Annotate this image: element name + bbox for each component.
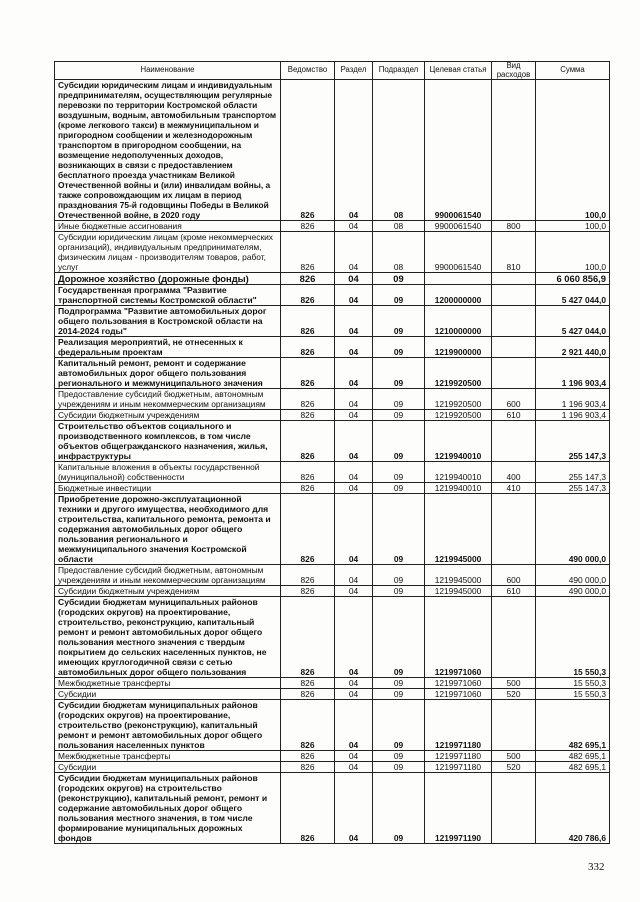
row-section: 04 — [335, 306, 373, 337]
row-subsection: 09 — [373, 762, 425, 773]
row-expense-type — [492, 285, 536, 306]
row-subsection: 09 — [373, 410, 425, 421]
row-subsection: 09 — [373, 483, 425, 494]
row-subsection: 09 — [373, 689, 425, 700]
row-target-article: 1219920500 — [425, 410, 492, 421]
row-target-article — [425, 273, 492, 285]
row-expense-type — [492, 773, 536, 844]
row-name: Субсидии бюджетам муниципальных районов (городских округов) на строительство (реконструкцию), капитальный ремонт, ремонт и содержание автомобильных дорог общего пользования местного значения, в том числе формирование муниципальных дорожных фондов — [55, 773, 281, 844]
row-expense-type — [492, 337, 536, 358]
row-section: 04 — [335, 597, 373, 678]
row-subsection: 09 — [373, 306, 425, 337]
row-target-article: 1219920500 — [425, 389, 492, 410]
row-name: Субсидии бюджетным учреждениям — [55, 410, 281, 421]
row-expense-type: 600 — [492, 389, 536, 410]
row-name: Иные бюджетные ассигнования — [55, 221, 281, 232]
row-subsection: 08 — [373, 221, 425, 232]
row-amount: 5 427 044,0 — [536, 306, 610, 337]
header-amount: Сумма — [536, 62, 610, 80]
row-name: Субсидии юридическим лицам и индивидуальным предпринимателям, осуществляющим регулярные перевозки по территории Костромской области воздушным, водным, автомобильным транспортом (кроме легкового такси) в межмуниципальном и пригородном сообщении и железнодорожным транспортом в пригородном сообщении, на возмещение недополученных доходов, возникающих в связи с предоставлением бесплатного проезда участникам Великой Отечественной войны и (или) инвалидам войны, а также сопровождающим их лицам в период празднования 75-й годовщины Победы в Великой Отечественной войне, в 2020 году — [55, 80, 281, 221]
row-department: 826 — [281, 273, 335, 285]
row-amount: 490 000,0 — [536, 494, 610, 565]
row-expense-type — [492, 80, 536, 221]
row-amount: 482 695,1 — [536, 751, 610, 762]
row-expense-type — [492, 597, 536, 678]
row-target-article: 1219900000 — [425, 337, 492, 358]
row-name: Бюджетные инвестиции — [55, 483, 281, 494]
row-amount: 5 427 044,0 — [536, 285, 610, 306]
header-expense-type: Вид расходов — [492, 62, 536, 80]
row-amount: 420 786,6 — [536, 773, 610, 844]
row-section: 04 — [335, 565, 373, 586]
row-amount: 2 921 440,0 — [536, 337, 610, 358]
row-expense-type: 400 — [492, 462, 536, 483]
row-amount: 490 000,0 — [536, 586, 610, 597]
table-row — [55, 421, 610, 462]
row-department: 826 — [281, 462, 335, 483]
table-row — [55, 285, 610, 306]
row-name: Дорожное хозяйство (дорожные фонды) — [55, 273, 281, 285]
row-section: 04 — [335, 221, 373, 232]
row-target-article: 1200000000 — [425, 285, 492, 306]
row-expense-type — [492, 306, 536, 337]
row-department: 826 — [281, 80, 335, 221]
row-section: 04 — [335, 494, 373, 565]
row-section: 04 — [335, 751, 373, 762]
row-section: 04 — [335, 337, 373, 358]
table-row — [55, 700, 610, 751]
table-row — [55, 273, 610, 285]
row-amount: 100,0 — [536, 80, 610, 221]
row-name: Предоставление субсидий бюджетным, автономным учреждениям и иным некоммерческим организациям — [55, 565, 281, 586]
row-department: 826 — [281, 762, 335, 773]
row-target-article: 1219940010 — [425, 421, 492, 462]
table-row — [55, 80, 610, 221]
row-department: 826 — [281, 358, 335, 389]
table-row — [55, 773, 610, 844]
row-department: 826 — [281, 410, 335, 421]
row-section: 04 — [335, 358, 373, 389]
row-amount: 482 695,1 — [536, 700, 610, 751]
row-subsection: 09 — [373, 285, 425, 306]
row-department: 826 — [281, 483, 335, 494]
row-expense-type — [492, 700, 536, 751]
row-department: 826 — [281, 597, 335, 678]
row-target-article: 1219971180 — [425, 751, 492, 762]
table-row — [55, 337, 610, 358]
table-row — [55, 678, 610, 689]
row-target-article: 9900061540 — [425, 232, 492, 273]
header-department: Ведомство — [281, 62, 335, 80]
row-subsection: 09 — [373, 462, 425, 483]
row-amount: 15 550,3 — [536, 689, 610, 700]
row-amount: 100,0 — [536, 221, 610, 232]
row-section: 04 — [335, 80, 373, 221]
table-row — [55, 762, 610, 773]
row-expense-type: 800 — [492, 221, 536, 232]
row-department: 826 — [281, 285, 335, 306]
row-name: Межбюджетные трансферты — [55, 678, 281, 689]
table-row — [55, 232, 610, 273]
row-department: 826 — [281, 586, 335, 597]
row-target-article: 1219971060 — [425, 678, 492, 689]
row-subsection: 09 — [373, 494, 425, 565]
row-target-article: 9900061540 — [425, 80, 492, 221]
row-expense-type: 520 — [492, 762, 536, 773]
row-subsection: 09 — [373, 565, 425, 586]
row-amount: 482 695,1 — [536, 762, 610, 773]
row-department: 826 — [281, 700, 335, 751]
row-name: Субсидии бюджетам муниципальных районов (городских округов) на проектирование, строительство, реконструкцию, капитальный ремонт и ремонт автомобильных дорог общего пользования местного значения с твердым покрытием до сельских населенных пунктов, не имеющих круглогодичной связи с сетью автомобильных дорог общего пользования — [55, 597, 281, 678]
row-expense-type: 610 — [492, 586, 536, 597]
row-amount: 1 196 903,4 — [536, 410, 610, 421]
row-name: Реализация мероприятий, не отнесенных к федеральным проектам — [55, 337, 281, 358]
row-expense-type: 810 — [492, 232, 536, 273]
row-target-article: 1219920500 — [425, 358, 492, 389]
row-amount: 15 550,3 — [536, 678, 610, 689]
row-department: 826 — [281, 773, 335, 844]
row-department: 826 — [281, 421, 335, 462]
row-department: 826 — [281, 389, 335, 410]
header-name: Наименование — [55, 62, 281, 80]
row-section: 04 — [335, 410, 373, 421]
row-name: Государственная программа "Развитие транспортной системы Костромской области" — [55, 285, 281, 306]
row-name: Субсидии бюджетам муниципальных районов (городских округов) на проектирование, строительство (реконструкцию), капитальный ремонт и ремонт автомобильных дорог общего пользования населенных пунктов — [55, 700, 281, 751]
row-section: 04 — [335, 462, 373, 483]
row-target-article: 1219945000 — [425, 494, 492, 565]
row-department: 826 — [281, 494, 335, 565]
row-subsection: 09 — [373, 597, 425, 678]
table-row — [55, 410, 610, 421]
row-subsection: 09 — [373, 678, 425, 689]
table-row — [55, 494, 610, 565]
row-section: 04 — [335, 273, 373, 285]
row-department: 826 — [281, 565, 335, 586]
page-number: 332 — [588, 861, 605, 873]
row-section: 04 — [335, 389, 373, 410]
row-amount: 1 196 903,4 — [536, 389, 610, 410]
table-header-row — [55, 62, 610, 80]
row-section: 04 — [335, 586, 373, 597]
row-department: 826 — [281, 337, 335, 358]
row-subsection: 09 — [373, 700, 425, 751]
row-target-article: 1219971060 — [425, 597, 492, 678]
row-target-article: 1219945000 — [425, 565, 492, 586]
row-target-article: 9900061540 — [425, 221, 492, 232]
row-amount: 255 147,3 — [536, 421, 610, 462]
row-name: Капитальный ремонт, ремонт и содержание автомобильных дорог общего пользования регионального и межмуниципального значения — [55, 358, 281, 389]
row-section: 04 — [335, 678, 373, 689]
row-expense-type: 520 — [492, 689, 536, 700]
row-department: 826 — [281, 221, 335, 232]
row-name: Приобретение дорожно-эксплуатационной техники и другого имущества, необходимого для строительства, капитального ремонта, ремонта и содержания автомобильных дорог общего пользования регионального и межмуниципального значения Костромской области — [55, 494, 281, 565]
row-name: Межбюджетные трансферты — [55, 751, 281, 762]
row-subsection: 08 — [373, 232, 425, 273]
row-target-article: 1210000000 — [425, 306, 492, 337]
row-name: Капитальные вложения в объекты государственной (муниципальной) собственности — [55, 462, 281, 483]
row-name: Подпрограмма "Развитие автомобильных дорог общего пользования в Костромской области на 2014-2024 годы" — [55, 306, 281, 337]
row-section: 04 — [335, 421, 373, 462]
row-target-article: 1219971190 — [425, 773, 492, 844]
table-row — [55, 565, 610, 586]
table-row — [55, 586, 610, 597]
row-expense-type — [492, 273, 536, 285]
row-section: 04 — [335, 232, 373, 273]
row-name: Субсидии — [55, 689, 281, 700]
row-department: 826 — [281, 689, 335, 700]
header-subsection: Подраздел — [373, 62, 425, 80]
row-amount: 6 060 856,9 — [536, 273, 610, 285]
row-subsection: 09 — [373, 586, 425, 597]
table-row — [55, 389, 610, 410]
row-expense-type — [492, 358, 536, 389]
row-amount: 255 147,3 — [536, 483, 610, 494]
row-amount: 490 000,0 — [536, 565, 610, 586]
row-expense-type: 410 — [492, 483, 536, 494]
row-name: Субсидии юридическим лицам (кроме некоммерческих организаций), индивидуальным предпринимателям, физическим лицам - производителям товаров, работ, услуг — [55, 232, 281, 273]
row-expense-type: 600 — [492, 565, 536, 586]
row-expense-type: 500 — [492, 751, 536, 762]
row-section: 04 — [335, 773, 373, 844]
row-target-article: 1219940010 — [425, 483, 492, 494]
row-section: 04 — [335, 762, 373, 773]
row-target-article: 1219971180 — [425, 762, 492, 773]
row-target-article: 1219940010 — [425, 462, 492, 483]
table-row — [55, 751, 610, 762]
row-amount: 15 550,3 — [536, 597, 610, 678]
row-amount: 1 196 903,4 — [536, 358, 610, 389]
row-subsection: 08 — [373, 80, 425, 221]
row-subsection: 09 — [373, 751, 425, 762]
row-department: 826 — [281, 751, 335, 762]
row-department: 826 — [281, 232, 335, 273]
row-expense-type — [492, 421, 536, 462]
row-section: 04 — [335, 700, 373, 751]
table-body — [55, 80, 610, 844]
header-target-article: Целевая статья — [425, 62, 492, 80]
row-department: 826 — [281, 306, 335, 337]
row-name: Строительство объектов социального и производственного комплексов, в том числе объектов общегражданского назначения, жилья, инфраструктуры — [55, 421, 281, 462]
row-name: Субсидии бюджетным учреждениям — [55, 586, 281, 597]
row-name: Субсидии — [55, 762, 281, 773]
row-subsection: 09 — [373, 421, 425, 462]
row-amount: 100,0 — [536, 232, 610, 273]
row-subsection: 09 — [373, 337, 425, 358]
row-section: 04 — [335, 689, 373, 700]
row-subsection: 09 — [373, 773, 425, 844]
row-target-article: 1219971060 — [425, 689, 492, 700]
row-section: 04 — [335, 483, 373, 494]
row-subsection: 09 — [373, 273, 425, 285]
table-row — [55, 358, 610, 389]
table-row — [55, 597, 610, 678]
table-row — [55, 689, 610, 700]
row-name: Предоставление субсидий бюджетным, автономным учреждениям и иным некоммерческим организациям — [55, 389, 281, 410]
table-row — [55, 462, 610, 483]
row-department: 826 — [281, 678, 335, 689]
row-subsection: 09 — [373, 389, 425, 410]
budget-table — [54, 61, 610, 844]
row-subsection: 09 — [373, 358, 425, 389]
row-expense-type: 610 — [492, 410, 536, 421]
row-section: 04 — [335, 285, 373, 306]
table-row — [55, 483, 610, 494]
header-section: Раздел — [335, 62, 373, 80]
table-row — [55, 221, 610, 232]
row-amount: 255 147,3 — [536, 462, 610, 483]
row-expense-type — [492, 494, 536, 565]
row-target-article: 1219945000 — [425, 586, 492, 597]
row-expense-type: 500 — [492, 678, 536, 689]
row-target-article: 1219971180 — [425, 700, 492, 751]
table-row — [55, 306, 610, 337]
